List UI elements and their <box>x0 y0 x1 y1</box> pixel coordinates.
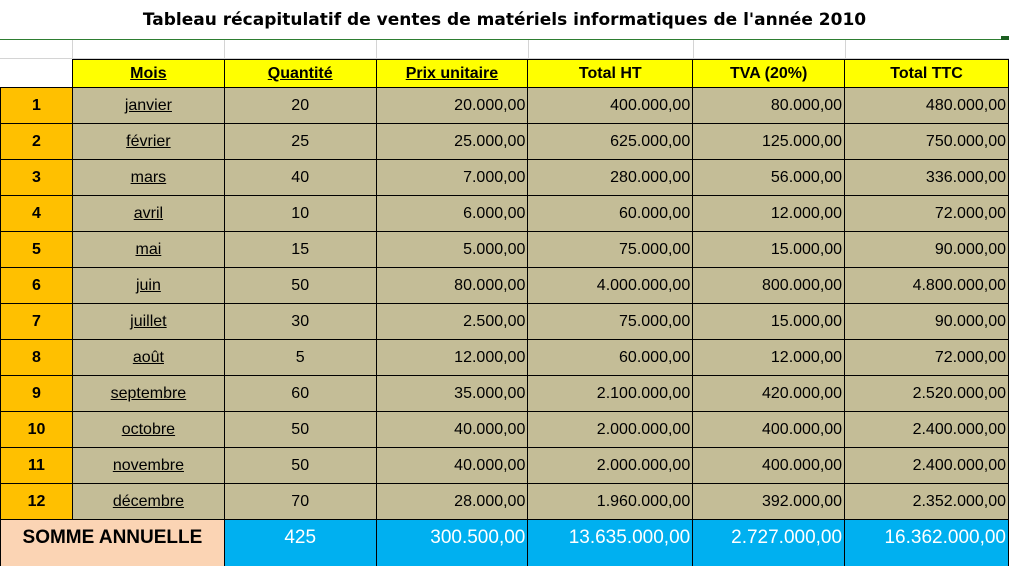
total-ht-cell[interactable] <box>528 412 693 448</box>
total-ht-cell-text: 400.000,00 <box>610 96 691 114</box>
tva-cell-text: 15.000,00 <box>770 240 843 258</box>
tva-cell-text: 15.000,00 <box>770 312 843 330</box>
total-ttc-cell[interactable] <box>845 376 1009 412</box>
month-cell[interactable] <box>72 448 224 484</box>
prix-cell-text: 5.000,00 <box>463 240 526 258</box>
total-ttc-cell[interactable] <box>845 124 1009 160</box>
total-ttc-cell-text: 72.000,00 <box>934 204 1006 222</box>
total-ht-cell[interactable] <box>528 88 693 124</box>
month-cell[interactable] <box>72 484 224 520</box>
gridline <box>72 40 73 59</box>
header-total-ht-label: Total HT <box>578 64 642 82</box>
tva-cell-text: 125.000,00 <box>762 132 843 150</box>
row-number[interactable] <box>1 484 73 520</box>
tva-cell-text: 80.000,00 <box>770 96 843 114</box>
summary-prix: 300.500,00 <box>430 526 526 548</box>
gridline <box>376 40 377 59</box>
header-total-ttc[interactable] <box>845 60 1009 88</box>
row-number[interactable] <box>1 88 73 124</box>
total-ttc-cell-text: 2.520.000,00 <box>912 384 1006 402</box>
total-ht-cell-text: 60.000,00 <box>619 204 691 222</box>
total-ttc-cell[interactable] <box>845 484 1009 520</box>
table-row <box>1 268 1009 304</box>
corner-cell[interactable] <box>1 60 73 88</box>
prix-cell[interactable] <box>376 196 528 232</box>
quantite-cell[interactable] <box>224 412 376 448</box>
total-ttc-cell[interactable] <box>845 196 1009 232</box>
total-ttc-cell-text: 90.000,00 <box>934 312 1006 330</box>
prix-cell-text: 35.000,00 <box>454 384 526 402</box>
tva-cell[interactable] <box>693 196 845 232</box>
header-quantite[interactable] <box>224 60 376 88</box>
table-row <box>1 88 1009 124</box>
month-cell-text: janvier <box>124 96 172 114</box>
tva-cell[interactable] <box>693 448 845 484</box>
quantite-cell[interactable] <box>224 160 376 196</box>
row-number-text: 12 <box>27 492 46 510</box>
prix-cell[interactable] <box>376 340 528 376</box>
summary-total-ttc: 16.362.000,00 <box>884 526 1006 548</box>
prix-cell[interactable] <box>376 160 528 196</box>
table-row <box>1 124 1009 160</box>
row-number-text: 11 <box>28 456 45 474</box>
empty-row[interactable] <box>0 40 1009 59</box>
quantite-cell-text: 5 <box>295 348 305 366</box>
row-number-text: 1 <box>32 96 41 114</box>
summary-tva: 2.727.000,00 <box>731 526 843 548</box>
quantite-cell-text: 50 <box>291 420 310 438</box>
prix-cell-text: 7.000,00 <box>463 168 526 186</box>
total-ttc-cell[interactable] <box>845 268 1009 304</box>
prix-cell[interactable] <box>376 448 528 484</box>
total-ttc-cell[interactable] <box>845 340 1009 376</box>
row-number-text: 10 <box>27 420 46 438</box>
month-cell[interactable] <box>72 412 224 448</box>
tva-cell[interactable] <box>693 124 845 160</box>
tva-cell-text: 400.000,00 <box>762 420 843 438</box>
month-cell-text: juin <box>135 276 161 294</box>
quantite-cell-text: 30 <box>291 312 310 330</box>
gridline <box>528 40 529 59</box>
row-number[interactable] <box>1 376 73 412</box>
partial-cell[interactable] <box>376 556 528 566</box>
header-tva-label: TVA (20%) <box>729 64 808 82</box>
quantite-cell-text: 60 <box>291 384 310 402</box>
total-ttc-cell-text: 2.352.000,00 <box>912 492 1006 510</box>
prix-cell[interactable] <box>376 304 528 340</box>
prix-cell-text: 28.000,00 <box>454 492 526 510</box>
table-row <box>1 160 1009 196</box>
prix-cell[interactable] <box>376 88 528 124</box>
summary-total-ttc-cell[interactable] <box>845 520 1009 556</box>
summary-quantite-cell[interactable] <box>224 520 376 556</box>
table-row <box>1 484 1009 520</box>
total-ht-cell[interactable] <box>528 232 693 268</box>
quantite-cell-text: 10 <box>291 204 310 222</box>
row-number[interactable] <box>1 304 73 340</box>
row-number[interactable] <box>1 160 73 196</box>
total-ht-cell-text: 60.000,00 <box>619 348 691 366</box>
tva-cell-text: 56.000,00 <box>770 168 843 186</box>
table-row <box>1 340 1009 376</box>
total-ht-cell-text: 1.960.000,00 <box>596 492 691 510</box>
total-ht-cell-text: 2.000.000,00 <box>596 456 691 474</box>
quantite-cell[interactable] <box>224 448 376 484</box>
total-ht-cell[interactable] <box>528 268 693 304</box>
tva-cell-text: 800.000,00 <box>762 276 843 294</box>
row-number[interactable] <box>1 232 73 268</box>
tva-cell[interactable] <box>693 376 845 412</box>
total-ttc-cell[interactable] <box>845 232 1009 268</box>
tva-cell[interactable] <box>693 304 845 340</box>
quantite-cell-text: 25 <box>291 132 310 150</box>
month-cell-text: septembre <box>110 384 187 402</box>
prix-cell[interactable] <box>376 232 528 268</box>
total-ttc-cell-text: 750.000,00 <box>925 132 1006 150</box>
prix-cell[interactable] <box>376 268 528 304</box>
partial-cell[interactable] <box>224 556 376 566</box>
row-number[interactable] <box>1 124 73 160</box>
total-ht-cell[interactable] <box>528 160 693 196</box>
table-row <box>1 232 1009 268</box>
total-ttc-cell[interactable] <box>845 304 1009 340</box>
summary-total-ht-cell[interactable] <box>528 520 693 556</box>
month-cell-text: octobre <box>121 420 176 438</box>
total-ttc-cell-text: 480.000,00 <box>925 96 1006 114</box>
prix-cell[interactable] <box>376 484 528 520</box>
gridline <box>693 40 694 59</box>
month-cell-text: juillet <box>130 312 167 330</box>
row-number-text: 9 <box>32 384 41 402</box>
prix-cell-text: 25.000,00 <box>454 132 526 150</box>
table-row <box>1 196 1009 232</box>
month-cell[interactable] <box>72 268 224 304</box>
total-ht-cell-text: 75.000,00 <box>619 312 691 330</box>
total-ttc-cell-text: 90.000,00 <box>934 240 1006 258</box>
quantite-cell-text: 70 <box>291 492 310 510</box>
header-total-ttc-label: Total TTC <box>890 64 963 82</box>
row-number[interactable] <box>1 448 73 484</box>
quantite-cell-text: 50 <box>291 276 310 294</box>
tva-cell[interactable] <box>693 340 845 376</box>
quantite-cell[interactable] <box>224 88 376 124</box>
tva-cell-text: 12.000,00 <box>770 348 843 366</box>
total-ttc-cell-text: 2.400.000,00 <box>912 420 1006 438</box>
total-ht-cell[interactable] <box>528 340 693 376</box>
total-ht-cell-text: 4.000.000,00 <box>596 276 691 294</box>
total-ht-cell-text: 280.000,00 <box>610 168 691 186</box>
month-cell[interactable] <box>72 124 224 160</box>
row-number-text: 7 <box>32 312 41 330</box>
header-mois-label: Mois <box>130 64 167 82</box>
gridline <box>845 40 846 59</box>
tva-cell-text: 12.000,00 <box>770 204 843 222</box>
header-prix-unitaire[interactable] <box>376 60 528 88</box>
row-number-text: 2 <box>32 132 41 150</box>
quantite-cell[interactable] <box>224 376 376 412</box>
prix-cell[interactable] <box>376 412 528 448</box>
row-number-text: 5 <box>32 240 41 258</box>
total-ttc-cell-text: 2.400.000,00 <box>912 456 1006 474</box>
quantite-cell-text: 15 <box>291 240 310 258</box>
prix-cell[interactable] <box>376 376 528 412</box>
summary-row <box>1 520 1009 556</box>
quantite-cell[interactable] <box>224 304 376 340</box>
prix-cell-text: 80.000,00 <box>454 276 526 294</box>
prix-cell-text: 6.000,00 <box>463 204 526 222</box>
month-cell[interactable] <box>72 376 224 412</box>
month-cell-text: novembre <box>112 456 184 474</box>
month-cell[interactable] <box>72 160 224 196</box>
total-ht-cell-text: 75.000,00 <box>619 240 691 258</box>
row-number[interactable] <box>1 340 73 376</box>
partial-row <box>1 556 1009 566</box>
summary-label-cell[interactable] <box>1 520 225 556</box>
table-header-row <box>1 60 1009 88</box>
header-total-ht[interactable] <box>528 60 693 88</box>
tva-cell-text: 400.000,00 <box>762 456 843 474</box>
sheet-title-text: Tableau récapitulatif de ventes de matériels informatiques de l'année 2010 <box>142 9 867 30</box>
partial-cell[interactable] <box>528 556 693 566</box>
quantite-cell-text: 50 <box>291 456 310 474</box>
sales-table <box>0 59 1009 566</box>
row-number-text: 8 <box>32 348 41 366</box>
month-cell-text: avril <box>133 204 164 222</box>
row-number-text: 4 <box>32 204 41 222</box>
partial-cell[interactable] <box>1 556 225 566</box>
total-ht-cell[interactable] <box>528 304 693 340</box>
total-ht-cell-text: 2.000.000,00 <box>596 420 691 438</box>
row-number-text: 6 <box>32 276 41 294</box>
total-ttc-cell-text: 72.000,00 <box>934 348 1006 366</box>
prix-cell[interactable] <box>376 124 528 160</box>
total-ttc-cell-text: 336.000,00 <box>925 168 1006 186</box>
prix-cell-text: 20.000,00 <box>454 96 526 114</box>
summary-label: SOMME ANNUELLE <box>22 526 203 548</box>
total-ttc-cell[interactable] <box>845 88 1009 124</box>
prix-cell-text: 2.500,00 <box>463 312 526 330</box>
prix-cell-text: 12.000,00 <box>454 348 526 366</box>
tva-cell[interactable] <box>693 88 845 124</box>
month-cell-text: mars <box>130 168 167 186</box>
total-ht-cell[interactable] <box>528 376 693 412</box>
quantite-cell[interactable] <box>224 484 376 520</box>
summary-tva-cell[interactable] <box>693 520 845 556</box>
row-number-text: 3 <box>32 168 41 186</box>
header-quantite-label: Quantité <box>267 64 333 82</box>
total-ttc-cell[interactable] <box>845 412 1009 448</box>
tva-cell[interactable] <box>693 232 845 268</box>
month-cell[interactable] <box>72 340 224 376</box>
tva-cell-text: 420.000,00 <box>762 384 843 402</box>
row-number[interactable] <box>1 196 73 232</box>
total-ht-cell-text: 2.100.000,00 <box>596 384 691 402</box>
tva-cell[interactable] <box>693 160 845 196</box>
total-ttc-cell-text: 4.800.000,00 <box>912 276 1006 294</box>
gridline <box>224 40 225 59</box>
month-cell-text: décembre <box>112 492 184 510</box>
prix-cell-text: 40.000,00 <box>454 420 526 438</box>
tva-cell[interactable] <box>693 268 845 304</box>
month-cell[interactable] <box>72 232 224 268</box>
header-mois[interactable] <box>72 60 224 88</box>
partial-cell[interactable] <box>693 556 845 566</box>
total-ht-cell-text: 625.000,00 <box>610 132 691 150</box>
quantite-cell-text: 40 <box>291 168 310 186</box>
month-cell[interactable] <box>72 304 224 340</box>
quantite-cell[interactable] <box>224 340 376 376</box>
month-cell-text: août <box>132 348 164 366</box>
total-ttc-cell[interactable] <box>845 448 1009 484</box>
total-ht-cell[interactable] <box>528 448 693 484</box>
month-cell-text: février <box>126 132 171 150</box>
month-cell[interactable] <box>72 88 224 124</box>
month-cell-text: mai <box>135 240 162 258</box>
quantite-cell-text: 20 <box>291 96 310 114</box>
sheet-title[interactable] <box>0 0 1009 40</box>
total-ht-cell[interactable] <box>528 484 693 520</box>
quantite-cell[interactable] <box>224 124 376 160</box>
table-row <box>1 304 1009 340</box>
month-cell[interactable] <box>72 196 224 232</box>
summary-prix-cell[interactable] <box>376 520 528 556</box>
prix-cell-text: 40.000,00 <box>454 456 526 474</box>
tva-cell-text: 392.000,00 <box>762 492 843 510</box>
table-row <box>1 448 1009 484</box>
quantite-cell[interactable] <box>224 268 376 304</box>
total-ttc-cell[interactable] <box>845 160 1009 196</box>
total-ht-cell[interactable] <box>528 124 693 160</box>
quantite-cell[interactable] <box>224 232 376 268</box>
row-number[interactable] <box>1 412 73 448</box>
tva-cell[interactable] <box>693 484 845 520</box>
table-row <box>1 412 1009 448</box>
partial-cell[interactable] <box>845 556 1009 566</box>
summary-quantite: 425 <box>284 526 317 548</box>
total-ht-cell[interactable] <box>528 196 693 232</box>
summary-total-ht: 13.635.000,00 <box>568 526 691 548</box>
row-number[interactable] <box>1 268 73 304</box>
header-prix-unitaire-label: Prix unitaire <box>405 64 499 82</box>
header-tva[interactable] <box>693 60 845 88</box>
quantite-cell[interactable] <box>224 196 376 232</box>
tva-cell[interactable] <box>693 412 845 448</box>
table-row <box>1 376 1009 412</box>
